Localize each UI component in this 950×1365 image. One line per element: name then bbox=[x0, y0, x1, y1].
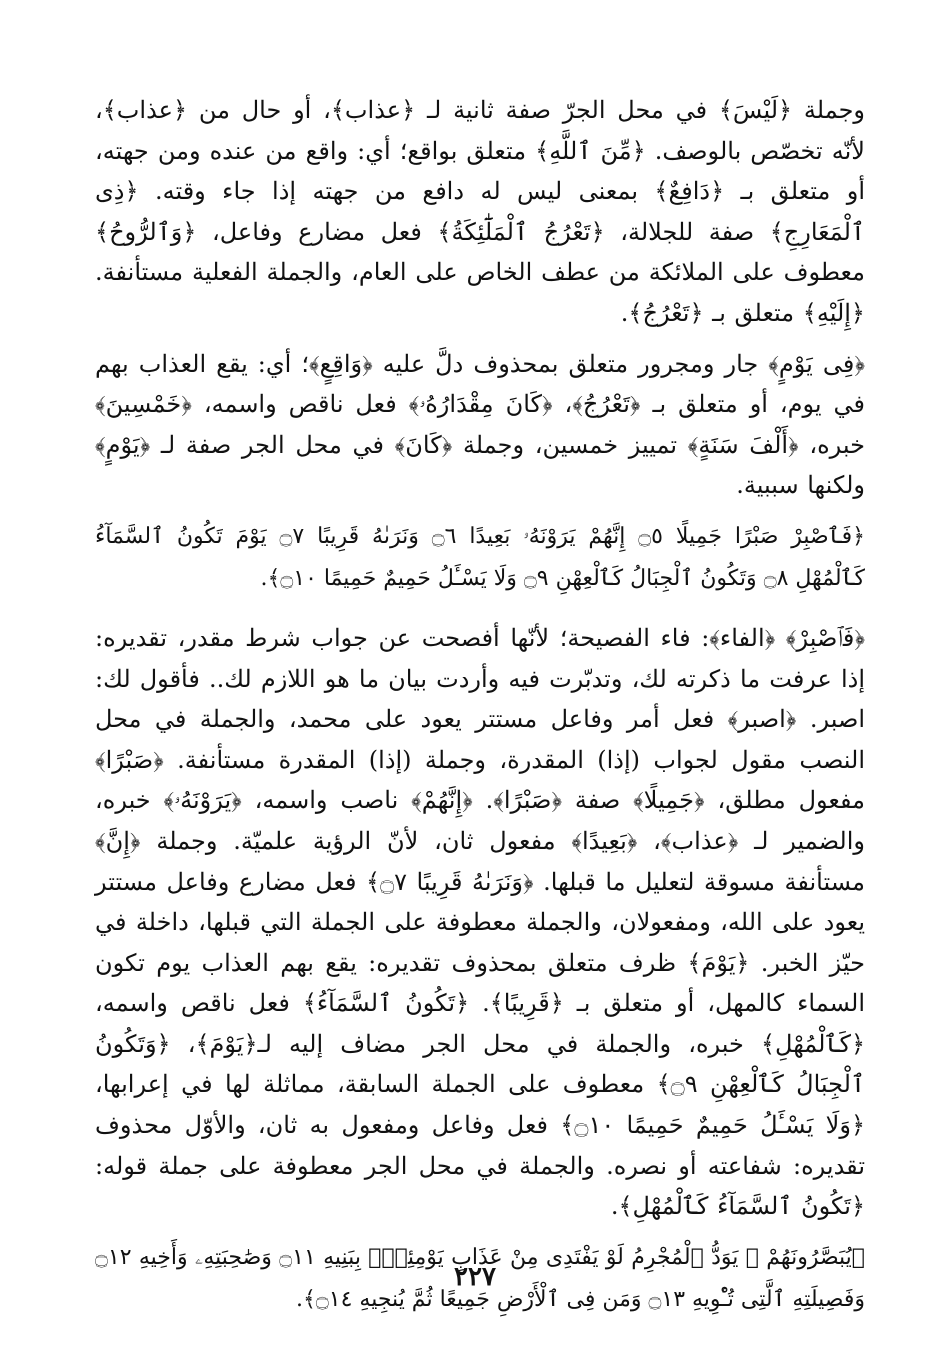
paragraph-1: وجملة ﴿لَيْسَ﴾ في محل الجرّ صفة ثانية لـ ﴿عذاب﴾، أو حال من ﴿عذاب﴾، لأنّه تخصّص بالوصف. ﴿مِّنَ ٱللَّهِ﴾ متعلق بواقع؛ أي: واقع من عنده ومن جهته، أو متعلق بـ ﴿دَافِعٌ﴾ بمعنى ليس له دافع من جهته إذا جاء وقته. ﴿ذِى ٱلْمَعَارِجِ﴾ صفة للجلالة، ﴿تَعْرُجُ ٱلْمَلَٰٓئِكَةُ﴾ فعل مضارع وفاعل، ﴿وَٱلرُّوحُ﴾ معطوف على الملائكة من عطف الخاص على العام، والجملة الفعلية مستأنفة. ﴿إِلَيْهِ﴾ متعلق بـ ﴿تَعْرُجُ﴾. bbox=[95, 96, 865, 327]
paragraph-2: ﴿فِى يَوْمٍ﴾ جار ومجرور متعلق بمحذوف دلَّ عليه ﴿وَاقِعٍ﴾؛ أي: يقع العذاب بهم في يوم، أو متعلق بـ ﴿تَعْرُجُ﴾، ﴿كَانَ مِقْدَارُهُۥ﴾ فعل ناقص واسمه، ﴿خَمْسِينَ﴾ خبره، ﴿أَلْفَ سَنَةٍ﴾ تمييز خمسين، وجملة ﴿كَانَ﴾ في محل الجر صفة لـ ﴿يَوْمٍ﴾ ولكنها سببية. bbox=[95, 349, 865, 500]
paragraph-3: ﴿فَٱصْبِرْ﴾ ﴿الفاء﴾: فاء الفصيحة؛ لأنّها أفصحت عن جواب شرط مقدر، تقديره: إذا عرفت ما ذكرته لك، وتدبّرت فيه وأردت بيان ما هو اللازم لك.. فأقول لك: اصبر. ﴿اصبر﴾ فعل أمر وفاعل مستتر يعود على محمد، والجملة في محل النصب مقول لجواب (إذا) المقدرة، وجملة (إذا) المقدرة مستأنفة. ﴿صَبْرًا﴾ مفعول مطلق، ﴿جَمِيلًا﴾ صفة ﴿صَبْرًا﴾. ﴿إِنَّهُمْ﴾ ناصب واسمه، ﴿يَرَوْنَهُۥ﴾ خبره، والضمير لـ ﴿عذاب﴾، ﴿بَعِيدًا﴾ مفعول ثان، لأنّ الرؤية علميّة. وجملة ﴿إِنَّ﴾ مستأنفة مسوقة لتعليل ما قبلها. ﴿وَنَرَىٰهُ قَرِيبًا ۝٧﴾ فعل مضارع وفاعل مستتر يعود على الله، ومفعولان، والجملة معطوفة على الجملة التي قبلها، داخلة في حيّز الخبر. ﴿يَوْمَ﴾ ظرف متعلق بمحذوف تقديره: يقع بهم العذاب يوم تكون السماء كالمهل، أو متعلق بـ ﴿قَرِيبًا﴾. ﴿تَكُونُ ٱلسَّمَآءُ﴾ فعل ناقص واسمه، ﴿كَٱلْمُهْلِ﴾ خبره، والجملة في محل الجر مضاف إليه لـ﴿يَوْمَ﴾، ﴿وَتَكُونُ ٱلْجِبَالُ كَٱلْعِهْنِ ۝٩﴾ معطوف على الجملة السابقة، مماثلة لها في إعرابها، ﴿وَلَا يَسْـَٔلُ حَمِيمٌ حَمِيمًا ۝١٠﴾ فعل وفاعل ومفعول به ثان، والأوّل محذوف تقديره: شفاعته أو نصره. والجملة في محل الجر معطوفة على جملة قوله: ﴿تَكُونُ ٱلسَّمَآءُ كَٱلْمُهْلِ﴾. bbox=[95, 623, 866, 1221]
page-body bbox=[95, 90, 865, 1339]
quran-verse-block-2: ﴿يُبَصَّرُونَهُمْ ۚ يَوَدُّ ٱلْمُجْرِمُ لَوْ يَفْتَدِى مِنْ عَذَابِ يَوْمِئِذٍۭ بِبَنِيهِ ۝١١ وَصَٰحِبَتِهِۦ وَأَخِيهِ ۝١٢ وَفَصِيلَتِهِ ٱلَّتِى تُـْٔوِيهِ ۝١٣ وَمَن فِى ٱلْأَرْضِ جَمِيعًا ثُمَّ يُنجِيهِ ۝١٤﴾. bbox=[95, 1244, 866, 1312]
quran-verse-block-1: ﴿فَٱصْبِرْ صَبْرًا جَمِيلًا ۝٥ إِنَّهُمْ يَرَوْنَهُۥ بَعِيدًا ۝٦ وَنَرَىٰهُ قَرِيبًا ۝٧ يَوْمَ تَكُونُ ٱلسَّمَآءُ كَٱلْمُهْلِ ۝٨ وَتَكُونُ ٱلْجِبَالُ كَٱلْعِهْنِ ۝٩ وَلَا يَسْـَٔلُ حَمِيمٌ حَمِيمًا ۝١٠﴾. bbox=[95, 523, 866, 591]
page-number: ٢٢٧ bbox=[454, 1262, 496, 1292]
